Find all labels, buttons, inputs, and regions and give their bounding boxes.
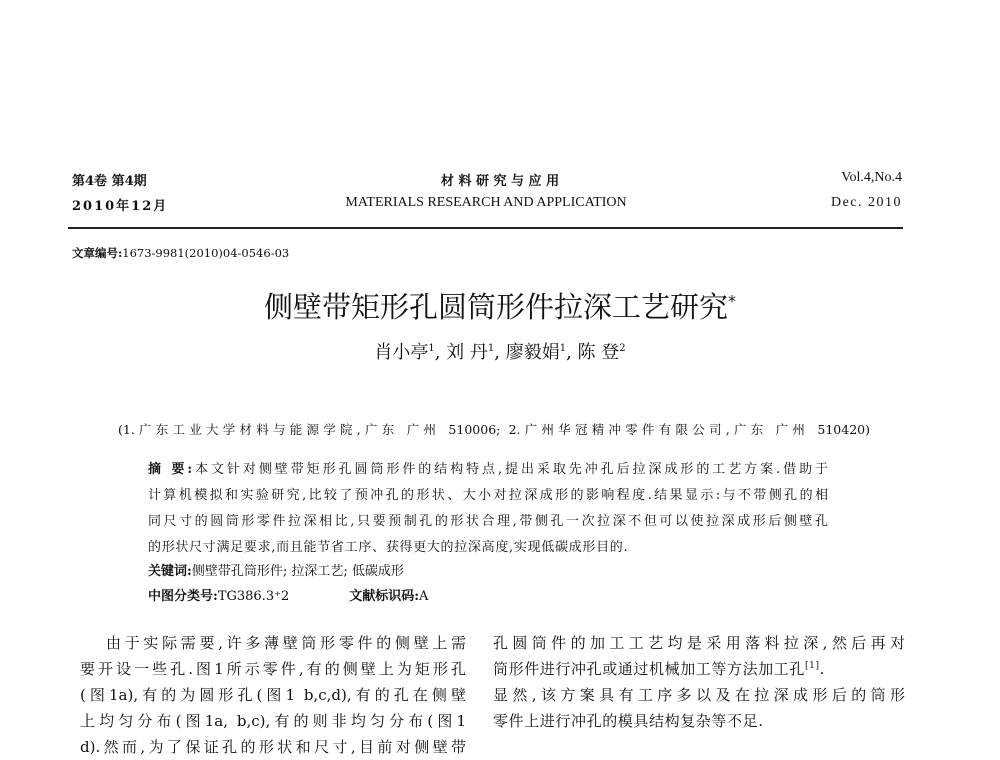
- abstract-line: 摘 要:本文针对侧壁带矩形孔圆筒形件的结构特点,提出采取先冲孔后拉深成形的工艺方案.借助于: [148, 462, 828, 477]
- paper-title: [0, 285, 1000, 326]
- body-line: d).然而,为了保证孔的形状和尺寸,目前对侧壁带: [80, 738, 466, 756]
- body-line: 孔圆筒件的加工工艺均是采用落料拉深,然后再对: [493, 634, 905, 652]
- header-rule: [68, 227, 903, 229]
- classification: [148, 585, 828, 604]
- abstract-line: 计算机模拟和实验研究,比较了预冲孔的形状、大小对拉深成形的影响程度.结果显示:与不带侧孔的相: [148, 488, 828, 503]
- keywords-value: 侧壁带孔筒形件; 拉深工艺; 低碳成形: [191, 564, 404, 579]
- journal-cn: 材 料 研 究 与 应 用: [440, 174, 560, 189]
- journal-en: MATERIALS RESEARCH AND APPLICATION: [345, 195, 627, 210]
- body-line: 要开设一些孔.图1所示零件,有的侧壁上为矩形孔: [80, 660, 466, 678]
- body-line: 由于实际需要,许多薄壁筒形零件的侧壁上需: [106, 634, 466, 652]
- article-number-label: 文章编号:: [72, 246, 123, 260]
- keywords-label: 关键词:: [148, 564, 192, 579]
- volume-en: Vol.4,No.4: [841, 170, 902, 185]
- body-line: 上均匀分布(图1a, b,c),有的则非均匀分布(图1: [80, 712, 466, 730]
- article-number-value: 1673-9981(2010)04-0546-03: [122, 246, 290, 260]
- authors: 肖小亭$^1$, 刘 丹$^1$, 廖毅娟$^1$, 陈 登$^2$: [374, 342, 626, 363]
- author: 廖毅娟: [505, 342, 560, 363]
- abstract-label: 摘 要:: [148, 462, 193, 477]
- keywords: [148, 560, 828, 579]
- classification-value: TG386.3⁺2: [217, 589, 290, 604]
- date-cn: 2010年12月: [72, 199, 169, 214]
- body-line: 零件上进行冲孔的模具结构复杂等不足.: [493, 712, 764, 730]
- body-line: 显然,该方案具有工序多以及在拉深成形后的筒形: [493, 686, 905, 704]
- date-en: Dec. 2010: [830, 195, 902, 210]
- author: 刘 丹: [446, 342, 488, 363]
- author: 陈 登: [577, 342, 620, 363]
- author-affiliation-mark: 2: [619, 343, 626, 354]
- article-number: [72, 245, 289, 261]
- author: 肖小亭: [374, 342, 429, 363]
- volume-cn: 第4卷 第4期: [72, 174, 147, 189]
- author-affiliation-mark: 1: [428, 343, 435, 354]
- body-line: 筒形件进行冲孔或通过机械加工等方法加工孔[1].: [493, 660, 825, 678]
- author-affiliation-mark: 1: [487, 343, 495, 354]
- affiliation: (1.广东工业大学材料与能源学院,广东 广州 510006; 2.广州华冠精冲零件有限公司,广东 广州 510420): [118, 422, 870, 437]
- author-affiliation-mark: 1: [559, 343, 567, 354]
- citation: [1]: [805, 661, 820, 671]
- title-footnote-mark: *: [728, 291, 736, 311]
- body-line: (图1a),有的为圆形孔(图1 b,c,d),有的孔在侧壁: [80, 686, 466, 704]
- document-code-value: A: [419, 589, 429, 604]
- abstract-line: 的形状尺寸满足要求,而且能节省工序、获得更大的拉深高度,实现低碳成形目的.: [148, 540, 629, 555]
- document-code-label: 文献标识码:: [349, 589, 420, 604]
- abstract-line: 同尺寸的圆筒形零件拉深相比,只要预制孔的形状合理,带侧孔一次拉深不但可以使拉深成形后侧壁孔: [148, 514, 828, 529]
- title-text: 侧壁带矩形孔圆筒形件拉深工艺研究: [263, 290, 728, 324]
- classification-label: 中图分类号:: [148, 589, 218, 604]
